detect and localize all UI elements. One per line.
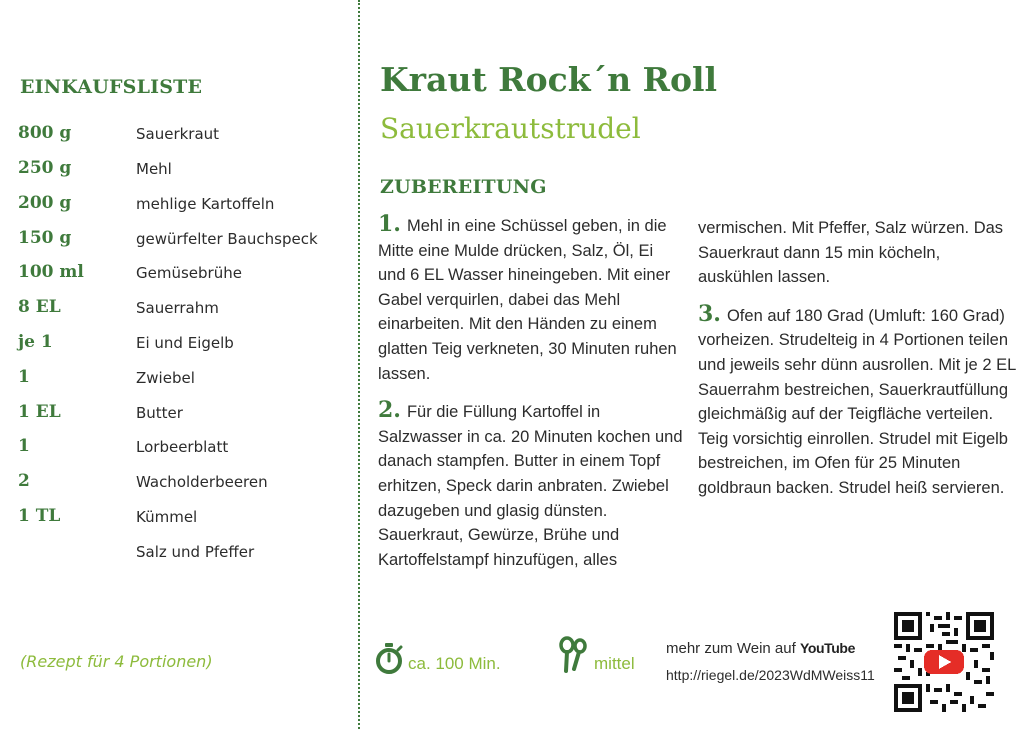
portions-note: (Rezept für 4 Portionen) [20, 652, 213, 671]
more-info-label: mehr zum Wein auf [666, 640, 796, 657]
ingredient-name: Ei und Eigelb [136, 334, 234, 352]
more-info-text [666, 640, 855, 657]
ingredient-amount: 1 [18, 436, 30, 456]
ingredient-row [18, 262, 348, 286]
step-text: Für die Füllung Kartoffel in Salzwasser in ca. 20 Minuten kochen und danach stampfen. Butter in einem Topf erhitzen, Speck darin anbraten. Zwiebel dazugeben und glasig dünsten. Sauerkraut, Gewürze, Brühe und Kartoffelstampf hinzufügen, alles [378, 403, 683, 569]
recipe-subtitle: Sauerkrautstrudel [380, 112, 641, 145]
ingredient-name: Mehl [136, 160, 172, 178]
video-url[interactable]: http://riegel.de/2023WdMWeiss11 [666, 667, 875, 683]
step-number: 3. [698, 300, 721, 327]
cooking-time-label: ca. 100 Min. [408, 654, 501, 673]
stopwatch-icon [374, 642, 404, 676]
ingredient-row [18, 541, 348, 565]
cooking-spoons-icon [558, 636, 590, 674]
ingredient-amount: 800 g [18, 123, 72, 143]
step-3 [698, 302, 1016, 501]
ingredient-amount: 1 TL [18, 506, 61, 526]
ingredient-row [18, 506, 348, 530]
recipe-panel [360, 0, 1024, 729]
ingredient-row [18, 436, 348, 460]
ingredient-name: Lorbeerblatt [136, 438, 229, 456]
ingredient-amount: 2 [18, 471, 30, 491]
qr-code-icon[interactable] [894, 612, 994, 712]
ingredient-row [18, 367, 348, 391]
ingredient-name: mehlige Kartoffeln [136, 195, 275, 213]
shopping-list-title: EINKAUFSLISTE [20, 76, 203, 98]
ingredient-name: gewürfelter Bauchspeck [136, 230, 318, 248]
step-number: 1. [378, 211, 401, 237]
difficulty [558, 636, 668, 676]
ingredient-name: Wacholderbeeren [136, 473, 268, 491]
ingredient-name: Butter [136, 404, 183, 422]
step-text: Ofen auf 180 Grad (Umluft: 160 Grad) vorheizen. Strudelteig in 4 Portionen teilen und jeweils sehr dünn ausrollen. Mit je 2 EL Sauerrahm bestreichen, Sauerkrautfüllung gleichmäßig auf der Teigfläche verteilen. Teig vorsichtig einrollen. Strudel mit Eigelb bestreichen, im Ofen für 25 Minuten goldbraun backen. Strudel heiß servieren. [698, 306, 1016, 497]
ingredient-amount: 8 EL [18, 297, 61, 317]
ingredient-name: Sauerkraut [136, 125, 220, 143]
recipe-title: Kraut Rock´n Roll [380, 60, 718, 99]
ingredient-row [18, 402, 348, 426]
step-number: 2. [378, 397, 401, 424]
difficulty-label: mittel [594, 654, 635, 673]
step-text: vermischen. Mit Pfeffer, Salz würzen. Das Sauerkraut dann 15 min köcheln, auskühlen lassen. [698, 219, 1004, 287]
ingredient-amount: je 1 [18, 332, 53, 352]
step-2 [378, 398, 684, 572]
step-1 [378, 212, 684, 386]
preparation-title: ZUBEREITUNG [380, 176, 547, 198]
ingredient-name: Kümmel [136, 508, 198, 526]
cooking-time [374, 636, 524, 676]
instructions-column-1 [378, 212, 684, 584]
ingredient-amount: 150 g [18, 228, 72, 248]
shopping-list-panel [0, 0, 358, 729]
ingredient-amount: 200 g [18, 193, 72, 213]
ingredient-amount: 1 [18, 367, 30, 387]
ingredient-amount: 100 ml [18, 262, 84, 282]
ingredient-name: Zwiebel [136, 369, 195, 387]
ingredient-row [18, 123, 348, 147]
ingredient-row [18, 228, 348, 252]
ingredient-amount: 1 EL [18, 402, 61, 422]
step-text: Mehl in eine Schüssel geben, in die Mitte eine Mulde drücken, Salz, Öl, Ei und 6 EL Wasser hineingeben. Mit einer Gabel verquirlen, dabei das Mehl einarbeiten. Mit den Händen zu einem glatten Teig verkneten, 30 Minuten ruhen lassen. [378, 217, 677, 383]
step-2-continued [698, 216, 1016, 290]
instructions-column-2 [698, 216, 1016, 513]
youtube-logo: YouTube [799, 640, 855, 656]
ingredient-name: Sauerrahm [136, 299, 219, 317]
ingredient-row [18, 332, 348, 356]
ingredient-row [18, 193, 348, 217]
ingredient-amount: 250 g [18, 158, 72, 178]
ingredient-name: Salz und Pfeffer [136, 543, 255, 561]
ingredient-row [18, 158, 348, 182]
ingredient-row [18, 471, 348, 495]
ingredient-name: Gemüsebrühe [136, 264, 242, 282]
ingredient-row [18, 297, 348, 321]
